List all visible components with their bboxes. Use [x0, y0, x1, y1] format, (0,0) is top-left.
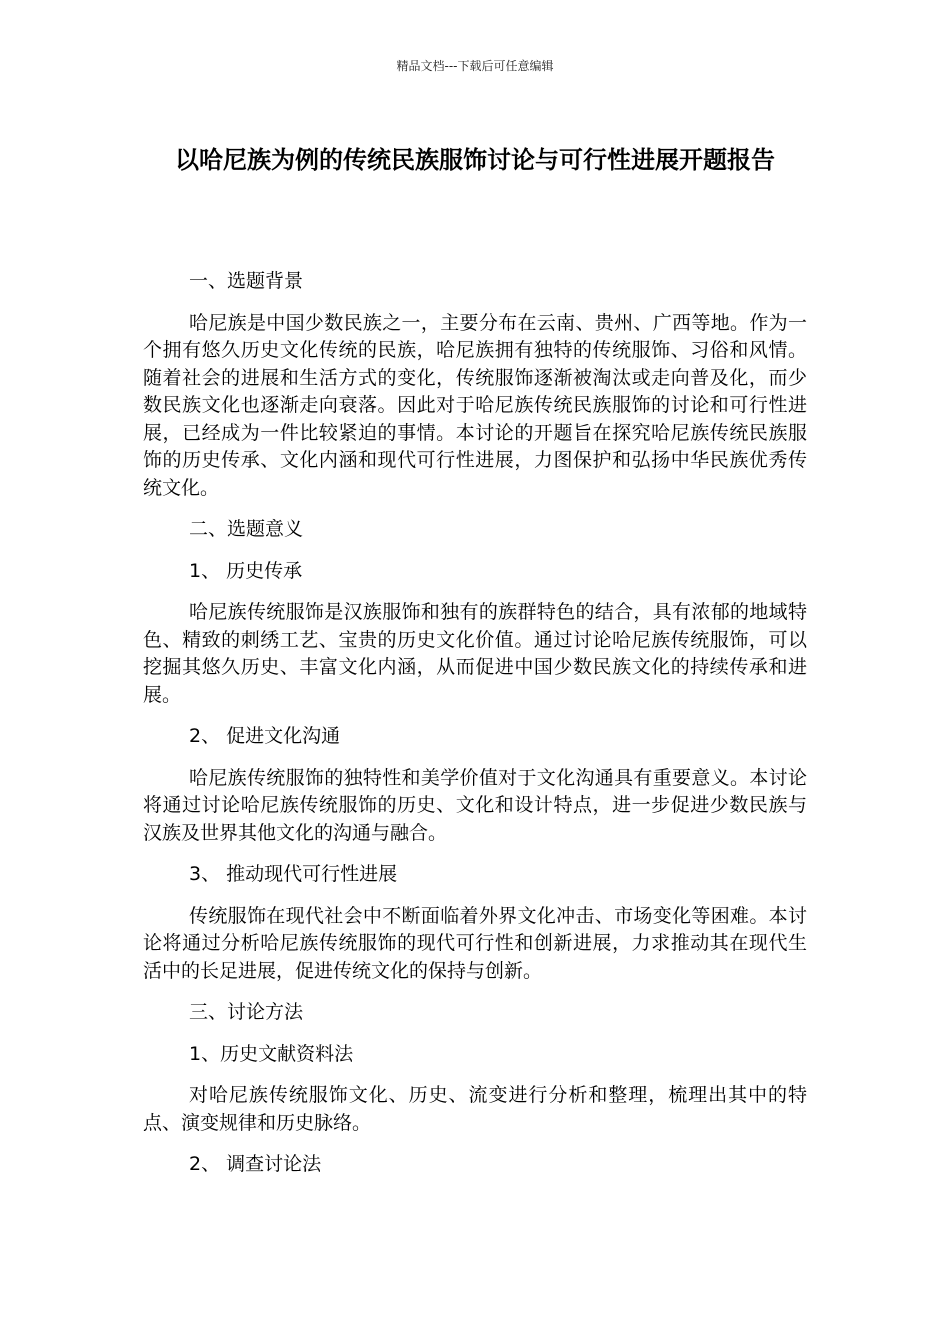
section-heading-background: 一、选题背景: [189, 270, 304, 292]
subheading-survey-method: 2、 调查讨论法: [189, 1153, 322, 1175]
document-title: 以哈尼族为例的传统民族服饰讨论与可行性进展开题报告: [175, 146, 775, 174]
section-heading-methods: 三、讨论方法: [189, 1001, 304, 1023]
document-body: [143, 268, 807, 1193]
subheading-literature-method: 1、历史文献资料法: [189, 1042, 354, 1065]
subheading-cultural-exchange: 2、 促进文化沟通: [189, 725, 341, 747]
subheading-modern-development: 3、 推动现代可行性进展: [189, 863, 398, 885]
paragraph-cultural-exchange: 哈尼族传统服饰的独特性和美学价值对于文化沟通具有重要意义。本讨论将通过讨论哈尼族传统服饰的历史、文化和设计特点，进一步促进少数民族与汉族及世界其他文化的沟通与融合。: [143, 766, 807, 844]
paragraph-literature-method: 对哈尼族传统服饰文化、历史、流变进行分析和整理，梳理出其中的特点、演变规律和历史脉络。: [143, 1084, 807, 1134]
subheading-history-inheritance: 1、 历史传承: [189, 559, 303, 582]
paragraph-background: 哈尼族是中国少数民族之一，主要分布在云南、贵州、广西等地。作为一个拥有悠久历史文化传统的民族，哈尼族拥有独特的传统服饰、习俗和风情。随着社会的进展和生活方式的变化，传统服饰逐渐被淘汰或走向普及化，而少数民族文化也逐渐走向衰落。因此对于哈尼族传统民族服饰的讨论和可行性进展，已经成为一件比较紧迫的事情。本讨论的开题旨在探究哈尼族传统民族服饰的历史传承、文化内涵和现代可行性进展，力图保护和弘扬中华民族优秀传统文化。: [143, 311, 807, 499]
section-heading-significance: 二、选题意义: [189, 518, 304, 540]
paragraph-history-inheritance: 哈尼族传统服饰是汉族服饰和独有的族群特色的结合，具有浓郁的地域特色、精致的刺绣工艺、宝贵的历史文化价值。通过讨论哈尼族传统服饰，可以挖掘其悠久历史、丰富文化内涵，从而促进中国少数民族文化的持续传承和进展。: [143, 601, 807, 706]
paragraph-modern-development: 传统服饰在现代社会中不断面临着外界文化冲击、市场变化等困难。本讨论将通过分析哈尼族传统服饰的现代可行性和创新进展，力求推动其在现代生活中的长足进展，促进传统文化的保持与创新。: [143, 904, 807, 982]
header-note: 精品文档---下载后可任意编辑: [396, 59, 554, 73]
